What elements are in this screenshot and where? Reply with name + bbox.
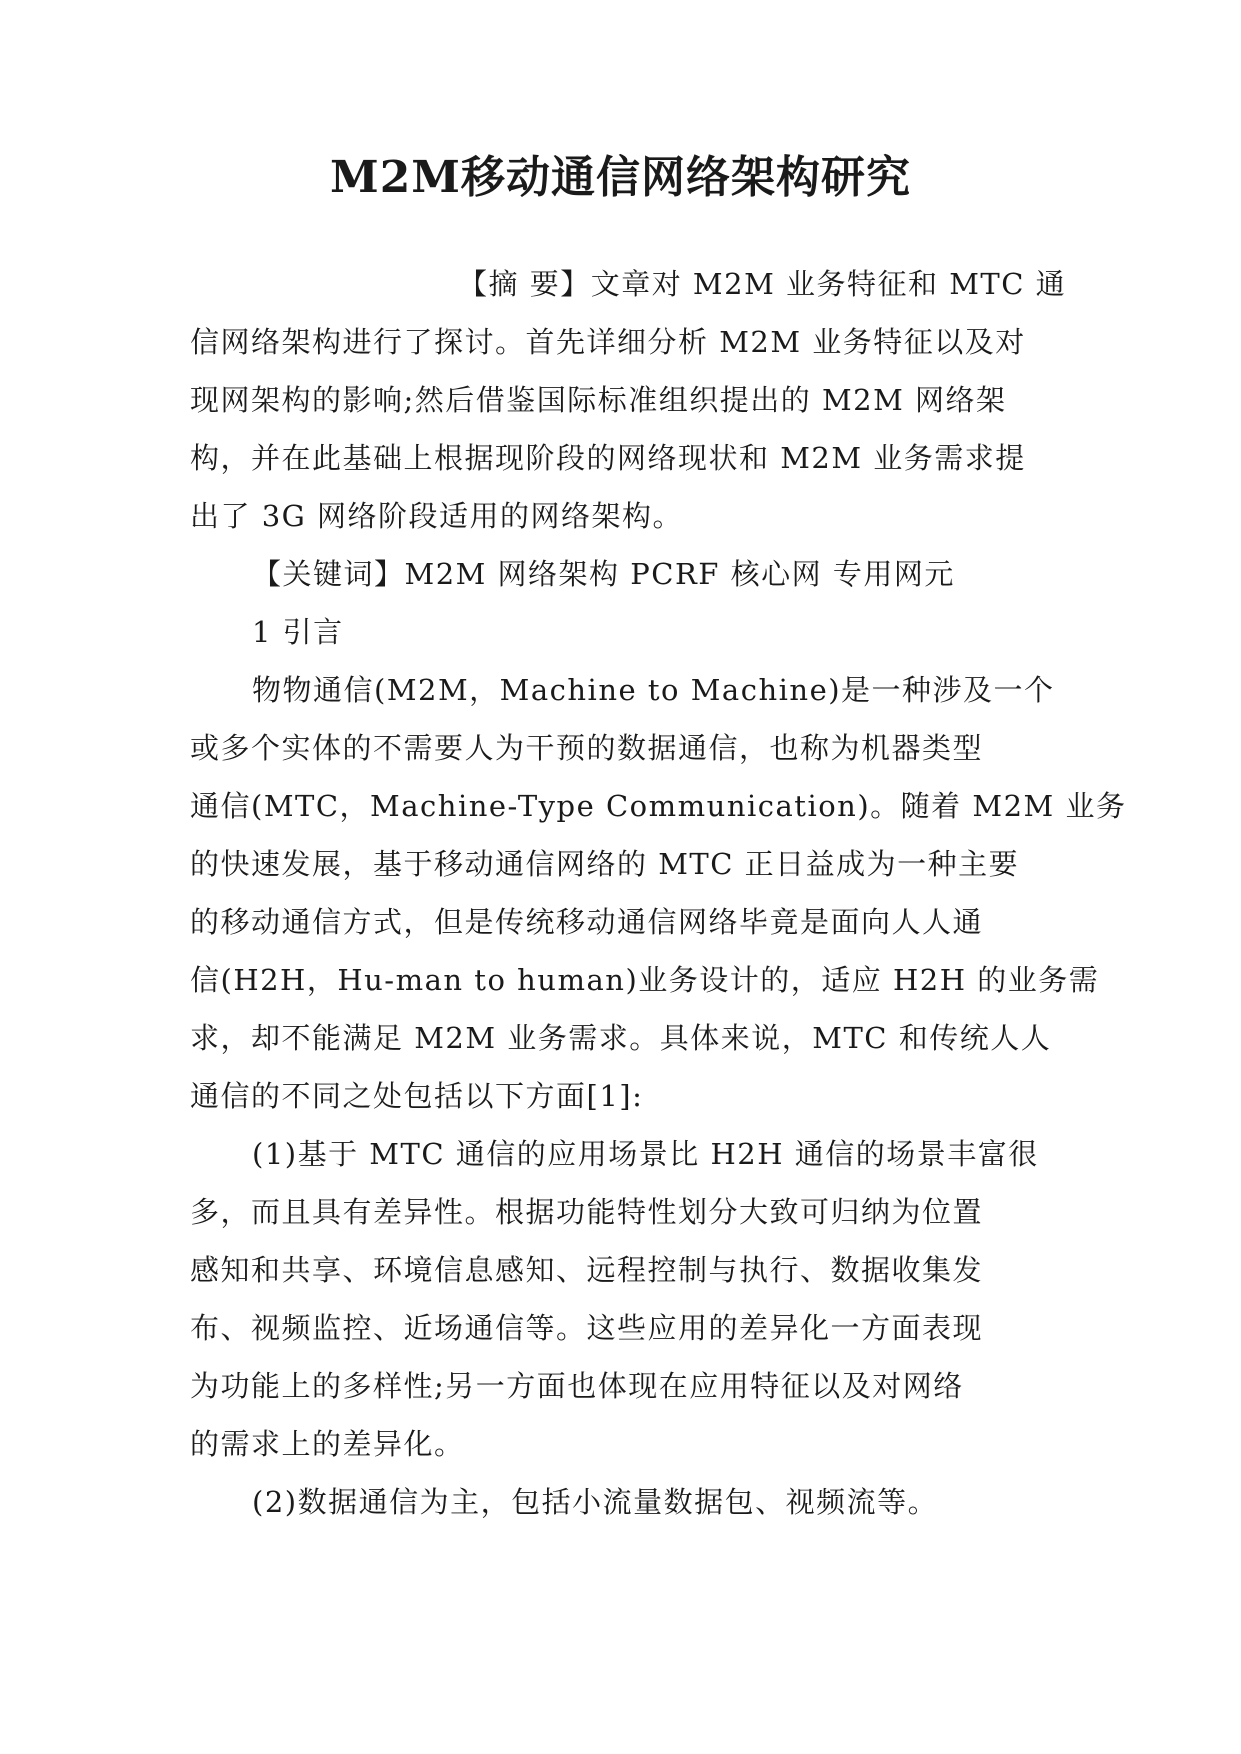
intro-line: 求，却不能满足 M2M 业务需求。具体来说，MTC 和传统人人 xyxy=(190,1021,1052,1055)
document-title: M2M移动通信网络架构研究 xyxy=(329,152,912,203)
item-line: 感知和共享、环境信息感知、远程控制与执行、数据收集发 xyxy=(190,1253,984,1287)
item-line: 多，而且具有差异性。根据功能特性划分大致可归纳为位置 xyxy=(190,1195,984,1229)
intro-line: 通信的不同之处包括以下方面[1]: xyxy=(190,1079,644,1113)
intro-line: 物物通信(M2M，Machine to Machine)是一种涉及一个 xyxy=(252,673,1055,707)
intro-line: 的移动通信方式，但是传统移动通信网络毕竟是面向人人通 xyxy=(190,905,984,939)
abstract-line: 现网架构的影响;然后借鉴国际标准组织提出的 M2M 网络架 xyxy=(190,383,1007,417)
abstract-line: 出了 3G 网络阶段适用的网络架构。 xyxy=(190,499,684,533)
section-heading: 1 引言 xyxy=(252,615,344,649)
intro-line: 的快速发展，基于移动通信网络的 MTC 正日益成为一种主要 xyxy=(190,847,1020,881)
intro-line: 或多个实体的不需要人为干预的数据通信，也称为机器类型 xyxy=(190,731,984,765)
keywords-line: 【关键词】M2M 网络架构 PCRF 核心网 专用网元 xyxy=(252,557,955,591)
item-line: 布、视频监控、近场通信等。这些应用的差异化一方面表现 xyxy=(190,1311,984,1345)
abstract-line: 构，并在此基础上根据现阶段的网络现状和 M2M 业务需求提 xyxy=(190,441,1026,475)
intro-line: 通信(MTC，Machine-Type Communication)。随着 M2M 业务 xyxy=(190,789,1127,823)
item-line: 为功能上的多样性;另一方面也体现在应用特征以及对网络 xyxy=(190,1369,964,1403)
abstract-line: 【摘 要】文章对 M2M 业务特征和 MTC 通 xyxy=(458,267,1067,301)
item-line: (2)数据通信为主，包括小流量数据包、视频流等。 xyxy=(252,1485,939,1519)
abstract-line: 信网络架构进行了探讨。首先详细分析 M2M 业务特征以及对 xyxy=(190,325,1026,359)
item-line: 的需求上的差异化。 xyxy=(190,1427,465,1461)
item-line: (1)基于 MTC 通信的应用场景比 H2H 通信的场景丰富很 xyxy=(252,1137,1039,1171)
intro-line: 信(H2H，Hu-man to human)业务设计的，适应 H2H 的业务需 xyxy=(190,963,1100,997)
